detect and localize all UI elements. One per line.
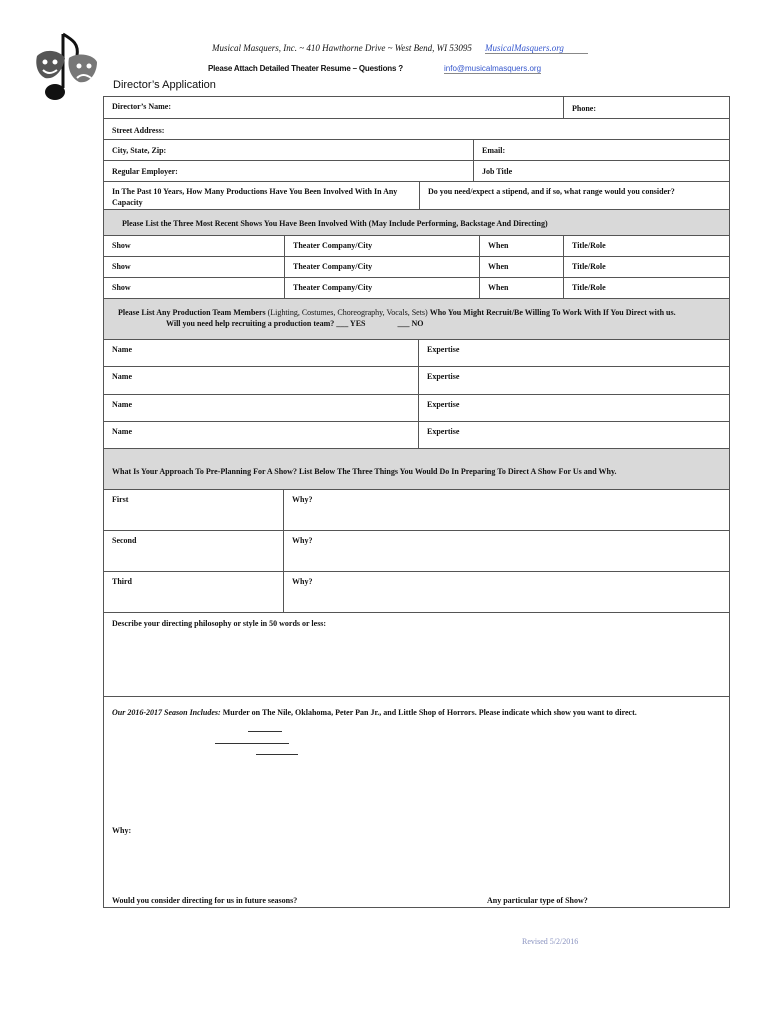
expertise-field[interactable]: Expertise	[418, 367, 729, 394]
show-field[interactable]: Show	[112, 283, 131, 292]
show-field[interactable]: Show	[112, 262, 131, 271]
phone-field[interactable]: Phone:	[563, 97, 729, 118]
third-step-field[interactable]: Third	[112, 577, 133, 586]
attach-resume-note: Please Attach Detailed Theater Resume – Questions ?	[208, 64, 403, 73]
table-row	[104, 257, 729, 278]
name-field[interactable]: Name	[112, 345, 132, 354]
email-link[interactable]: info@musicalmasquers.org	[444, 64, 542, 73]
expertise-field[interactable]: Expertise	[418, 395, 729, 421]
stipend-field[interactable]: Do you need/expect a stipend, and if so, what range would you consider?	[419, 182, 729, 209]
show-choice-blank[interactable]	[215, 743, 289, 744]
productions-stipend-row	[104, 182, 729, 210]
job-title-field[interactable]: Job Title	[473, 161, 729, 181]
season-question	[104, 697, 729, 907]
season-shows-text: Murder on The Nile, Oklahoma, Peter Pan Jr., and Little Shop of Horrors. Please indicate which show you want to direct.	[220, 708, 637, 717]
third-why-field[interactable]: Why?	[283, 572, 729, 612]
masks-music-note-logo	[33, 30, 101, 110]
show-field[interactable]: Show	[112, 241, 131, 250]
why-field[interactable]: Why:	[112, 826, 132, 835]
title-role-field[interactable]: Title/Role	[563, 278, 729, 298]
season-row	[104, 697, 729, 907]
recent-shows-heading: Please List the Three Most Recent Shows You Have Been Involved With (May Include Performing, Backstage And Directing)	[122, 219, 548, 228]
table-row	[104, 278, 729, 299]
season-label: Our 2016-2017 Season Includes:	[112, 708, 221, 717]
website-link[interactable]: MusicalMasquers.org	[485, 43, 588, 54]
team-heading-row	[104, 299, 729, 340]
second-why-field[interactable]: Why?	[283, 531, 729, 571]
city-state-zip-field[interactable]: City, State, Zip:	[112, 146, 167, 155]
when-field[interactable]: When	[479, 257, 563, 277]
application-form	[103, 96, 730, 908]
theater-company-field[interactable]: Theater Company/City	[284, 236, 479, 256]
team-heading-bold-2: Who You Might Recruit/Be Willing To Work With If You Direct with us.	[429, 308, 676, 317]
team-heading	[110, 299, 722, 339]
future-seasons-field[interactable]: Would you consider directing for us in future seasons?	[112, 896, 298, 905]
employer-row	[104, 161, 729, 182]
street-row	[104, 119, 729, 140]
city-email-row	[104, 140, 729, 161]
show-type-field[interactable]: Any particular type of Show?	[487, 896, 588, 905]
form-title: Director’s Application	[113, 79, 216, 91]
show-choice-blank[interactable]	[248, 731, 282, 732]
street-address-field[interactable]: Street Address:	[112, 126, 165, 135]
recruit-no-option[interactable]: ___ NO	[397, 319, 424, 328]
name-phone-row	[104, 97, 729, 119]
name-field[interactable]: Name	[112, 400, 132, 409]
name-field[interactable]: Name	[112, 372, 132, 381]
table-row	[104, 367, 729, 395]
expertise-field[interactable]: Expertise	[418, 340, 729, 366]
table-row	[104, 340, 729, 367]
productions-count-field[interactable]: In The Past 10 Years, How Many Productions Have You Been Involved With In Any Capacity	[112, 187, 398, 207]
first-why-field[interactable]: Why?	[283, 490, 729, 530]
theater-company-field[interactable]: Theater Company/City	[284, 278, 479, 298]
directors-name-field[interactable]: Director’s Name:	[112, 102, 172, 111]
table-row	[104, 531, 729, 572]
when-field[interactable]: When	[479, 278, 563, 298]
name-field[interactable]: Name	[112, 427, 132, 436]
title-role-field[interactable]: Title/Role	[563, 257, 729, 277]
table-row	[104, 422, 729, 449]
recruit-question[interactable]: Will you need help recruiting a production team? ___ YES	[166, 319, 366, 328]
team-heading-roles: (Lighting, Costumes, Choreography, Vocals, Sets)	[265, 308, 430, 317]
org-address-line: Musical Masquers, Inc. ~ 410 Hawthorne Drive ~ West Bend, WI 53095	[212, 43, 472, 53]
second-step-field[interactable]: Second	[112, 536, 137, 545]
first-step-field[interactable]: First	[112, 495, 129, 504]
theater-company-field[interactable]: Theater Company/City	[284, 257, 479, 277]
title-role-field[interactable]: Title/Role	[563, 236, 729, 256]
table-row	[104, 395, 729, 422]
when-field[interactable]: When	[479, 236, 563, 256]
approach-heading-row	[104, 449, 729, 490]
revised-date: Revised 5/2/2016	[522, 937, 579, 946]
table-row	[104, 236, 729, 257]
table-row	[104, 490, 729, 531]
team-heading-bold: Please List Any Production Team Members	[118, 308, 266, 317]
philosophy-row	[104, 613, 729, 697]
approach-heading: What Is Your Approach To Pre-Planning For A Show? List Below The Three Things You Would Do In Preparing To Direct A Show For Us and Why.	[112, 467, 617, 476]
email-field[interactable]: Email:	[473, 140, 729, 160]
directing-philosophy-field[interactable]: Describe your directing philosophy or style in 50 words or less:	[112, 619, 327, 628]
regular-employer-field[interactable]: Regular Employer:	[112, 167, 178, 176]
table-row	[104, 572, 729, 613]
expertise-field[interactable]: Expertise	[418, 422, 729, 448]
show-choice-blank[interactable]	[256, 754, 298, 755]
recent-shows-heading-row	[104, 210, 729, 236]
